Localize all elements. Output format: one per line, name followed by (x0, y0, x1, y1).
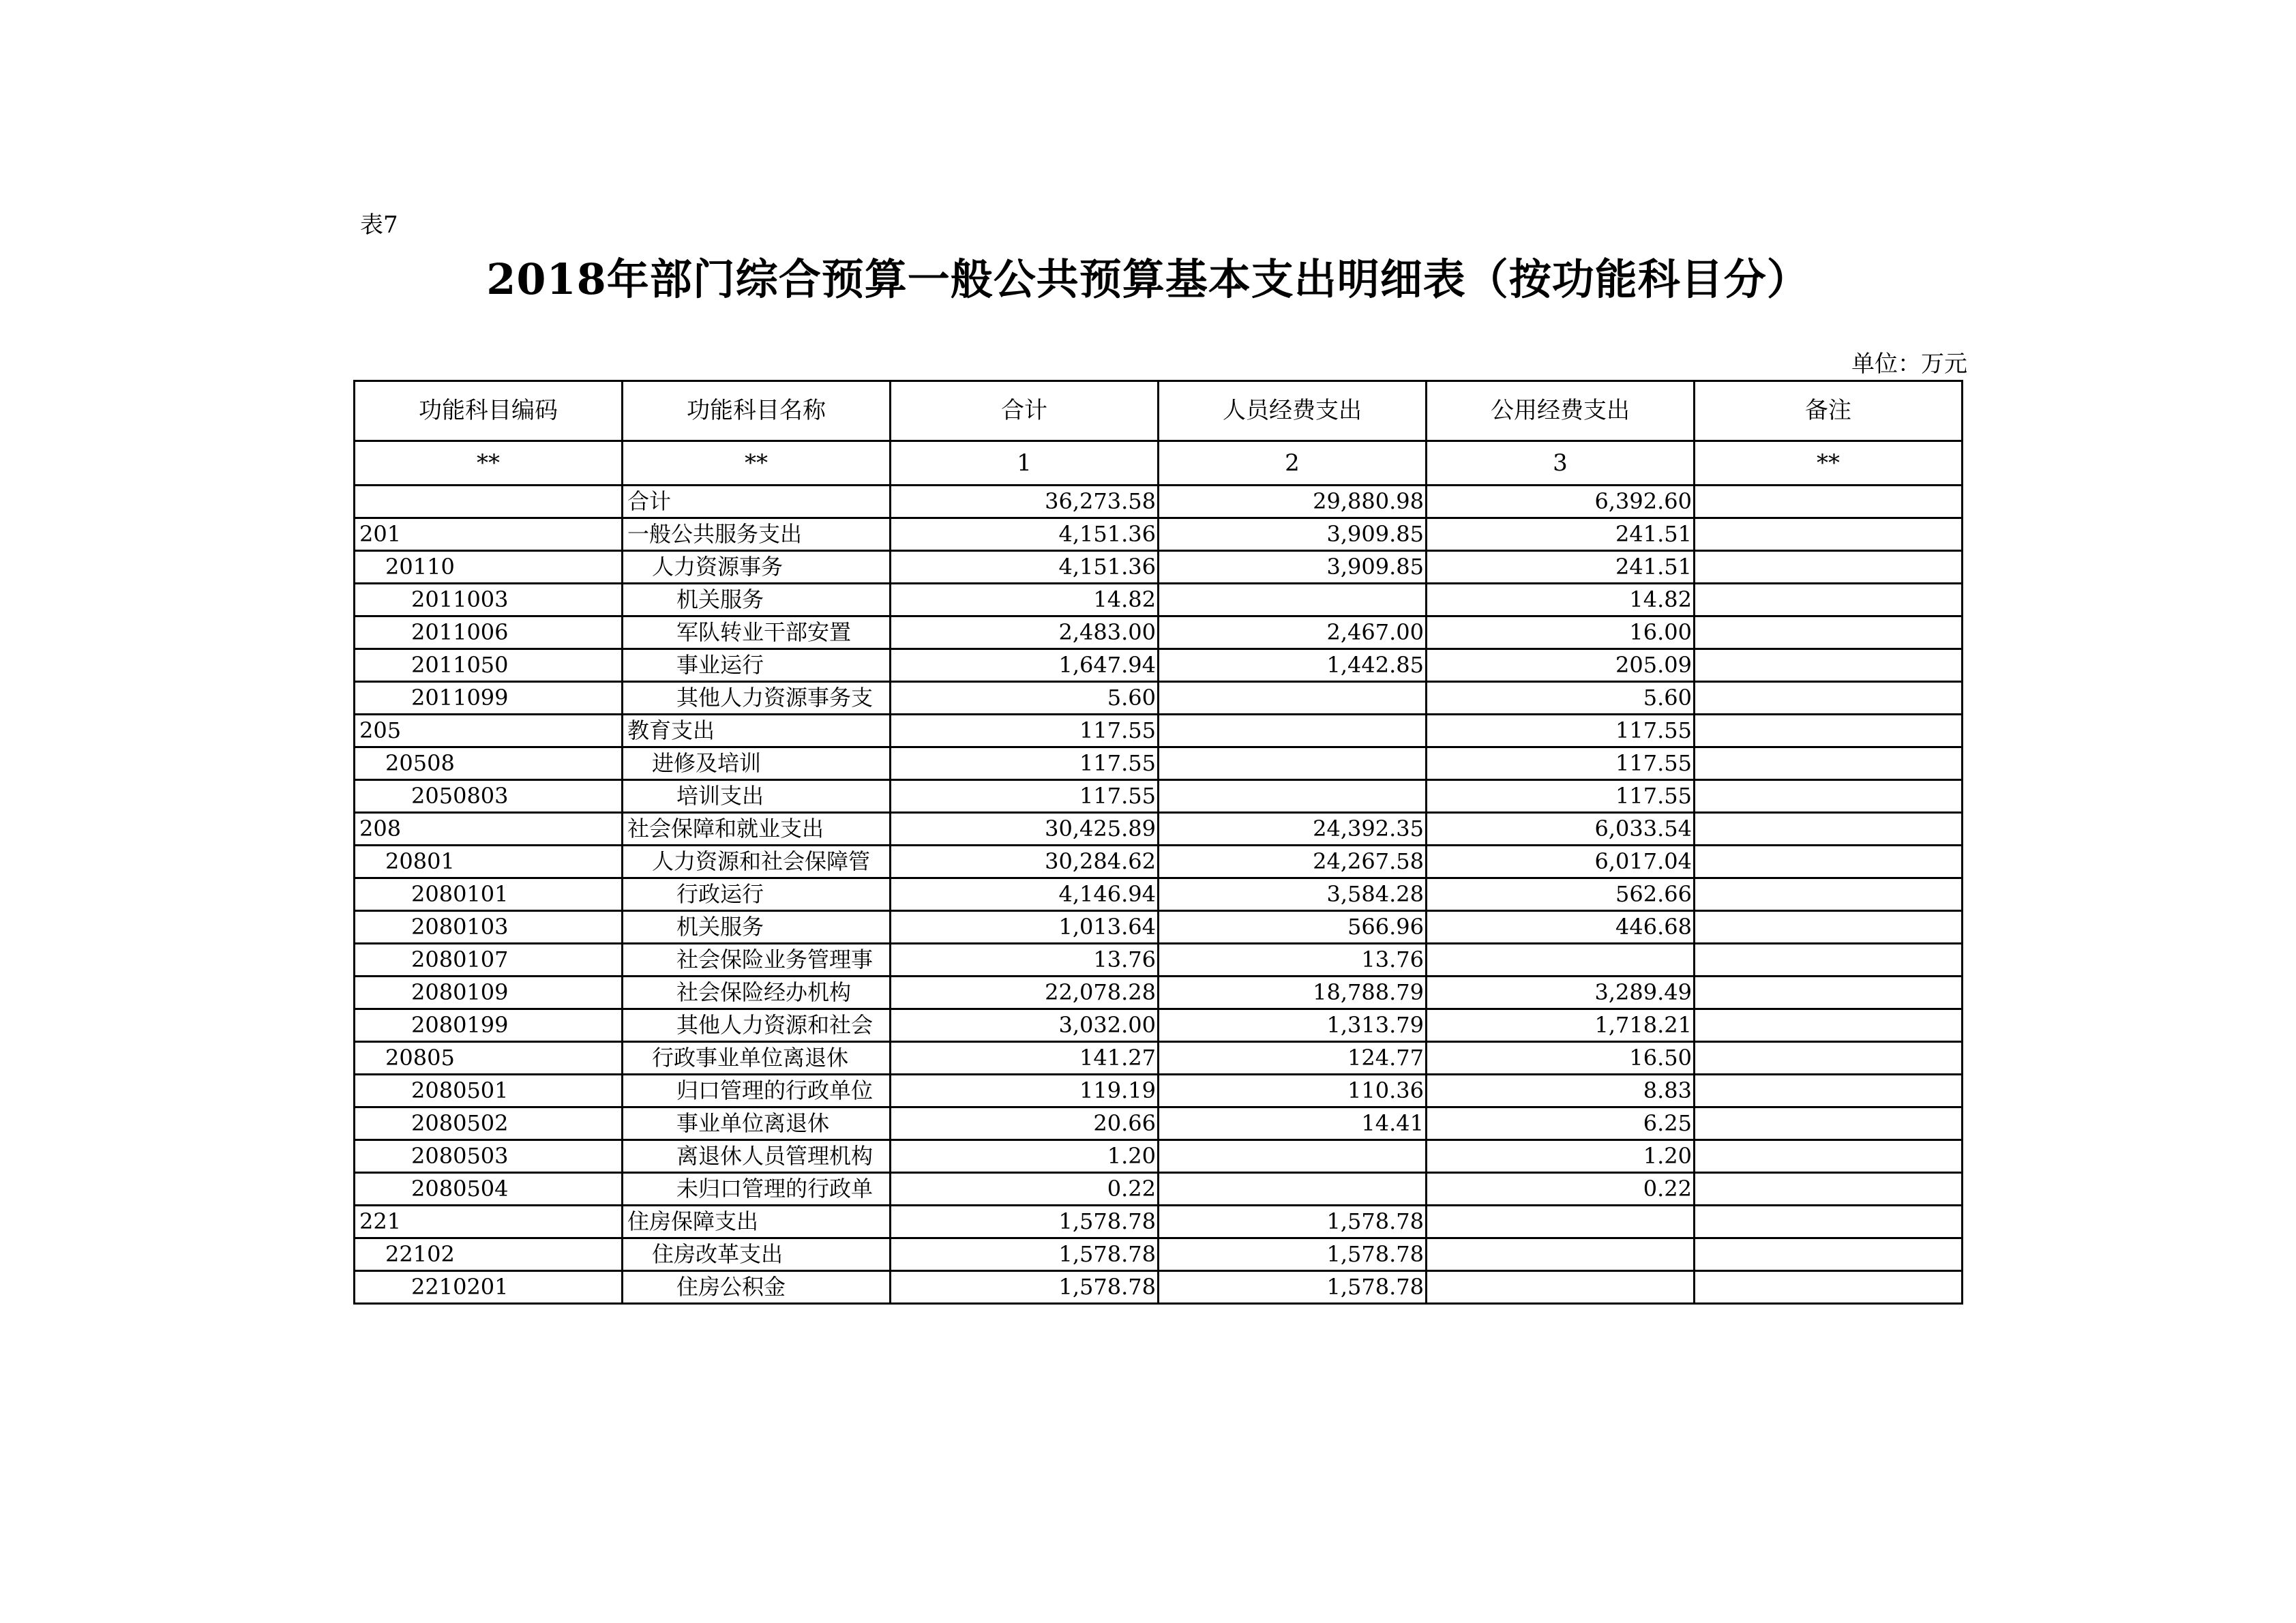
column-index-row (355, 441, 1963, 486)
cell-personnel: 24,392.35 (1159, 813, 1427, 846)
cell-total: 13.76 (891, 944, 1159, 977)
cell-total: 0.22 (891, 1173, 1159, 1206)
cell-note (1695, 813, 1963, 846)
cell-name: 社会保险经办机构 (623, 977, 891, 1009)
cell-total: 1.20 (891, 1140, 1159, 1173)
cell-note (1695, 878, 1963, 911)
cell-public (1427, 944, 1695, 977)
cell-personnel: 1,442.85 (1159, 649, 1427, 682)
cell-code: 208 (355, 813, 623, 846)
table-row (355, 682, 1963, 715)
cell-public: 205.09 (1427, 649, 1695, 682)
cell-name: 事业运行 (623, 649, 891, 682)
table-row (355, 1206, 1963, 1238)
cell-note (1695, 780, 1963, 813)
cell-total: 117.55 (891, 747, 1159, 780)
cell-name: 培训支出 (623, 780, 891, 813)
cell-note (1695, 944, 1963, 977)
cell-personnel (1159, 1173, 1427, 1206)
cell-code: 20805 (355, 1042, 623, 1075)
cell-note (1695, 977, 1963, 1009)
cell-personnel (1159, 715, 1427, 747)
cell-code: 2080502 (355, 1107, 623, 1140)
table-row (355, 584, 1963, 616)
cell-name: 行政事业单位离退休 (623, 1042, 891, 1075)
cell-personnel: 566.96 (1159, 911, 1427, 944)
cell-total: 30,425.89 (891, 813, 1159, 846)
table-number-label: 表7 (360, 211, 398, 239)
cell-total: 30,284.62 (891, 846, 1159, 878)
table-row (355, 911, 1963, 944)
cell-code: 221 (355, 1206, 623, 1238)
cell-code: 20110 (355, 551, 623, 584)
cell-public: 5.60 (1427, 682, 1695, 715)
cell-public (1427, 1206, 1695, 1238)
cell-total: 141.27 (891, 1042, 1159, 1075)
table-row (355, 1075, 1963, 1107)
cell-public: 241.51 (1427, 551, 1695, 584)
cell-name: 一般公共服务支出 (623, 518, 891, 551)
table-row (355, 486, 1963, 518)
cell-note (1695, 747, 1963, 780)
cell-name: 机关服务 (623, 584, 891, 616)
column-index-name: ** (623, 441, 891, 486)
cell-name: 社会保障和就业支出 (623, 813, 891, 846)
cell-public: 1.20 (1427, 1140, 1695, 1173)
table-row (355, 1140, 1963, 1173)
cell-code: 20508 (355, 747, 623, 780)
cell-total: 117.55 (891, 780, 1159, 813)
cell-name: 其他人力资源事务支 (623, 682, 891, 715)
table-row (355, 1107, 1963, 1140)
cell-code: 2210201 (355, 1271, 623, 1304)
cell-name: 教育支出 (623, 715, 891, 747)
cell-name: 归口管理的行政单位 (623, 1075, 891, 1107)
cell-public: 14.82 (1427, 584, 1695, 616)
cell-total: 119.19 (891, 1075, 1159, 1107)
cell-public: 1,718.21 (1427, 1009, 1695, 1042)
cell-total: 1,578.78 (891, 1271, 1159, 1304)
column-header-total: 合计 (891, 381, 1159, 441)
column-index-public: 3 (1427, 441, 1695, 486)
cell-public: 0.22 (1427, 1173, 1695, 1206)
cell-total: 1,578.78 (891, 1206, 1159, 1238)
cell-code: 2080103 (355, 911, 623, 944)
cell-public: 6,033.54 (1427, 813, 1695, 846)
column-index-note: ** (1695, 441, 1963, 486)
cell-personnel: 2,467.00 (1159, 616, 1427, 649)
table-row (355, 1173, 1963, 1206)
cell-code: 22102 (355, 1238, 623, 1271)
cell-code: 2080504 (355, 1173, 623, 1206)
cell-note (1695, 1075, 1963, 1107)
table-row (355, 551, 1963, 584)
cell-code: 2080199 (355, 1009, 623, 1042)
column-header-personnel: 人员经费支出 (1159, 381, 1427, 441)
cell-public: 8.83 (1427, 1075, 1695, 1107)
cell-note (1695, 649, 1963, 682)
cell-public: 241.51 (1427, 518, 1695, 551)
cell-note (1695, 1140, 1963, 1173)
cell-name: 住房保障支出 (623, 1206, 891, 1238)
cell-total: 3,032.00 (891, 1009, 1159, 1042)
table-row (355, 878, 1963, 911)
cell-total: 5.60 (891, 682, 1159, 715)
cell-total: 4,151.36 (891, 551, 1159, 584)
cell-personnel: 3,909.85 (1159, 551, 1427, 584)
cell-personnel (1159, 682, 1427, 715)
table-row (355, 846, 1963, 878)
cell-personnel: 1,578.78 (1159, 1271, 1427, 1304)
cell-note (1695, 1173, 1963, 1206)
table-row (355, 944, 1963, 977)
cell-name: 事业单位离退休 (623, 1107, 891, 1140)
cell-name: 住房公积金 (623, 1271, 891, 1304)
table-row (355, 977, 1963, 1009)
cell-public: 117.55 (1427, 780, 1695, 813)
cell-total: 1,647.94 (891, 649, 1159, 682)
cell-code: 2080107 (355, 944, 623, 977)
table-header-row (355, 381, 1963, 441)
cell-code: 2080101 (355, 878, 623, 911)
cell-note (1695, 846, 1963, 878)
table-row (355, 1271, 1963, 1304)
budget-table (353, 380, 1963, 1305)
column-header-name: 功能科目名称 (623, 381, 891, 441)
cell-code: 2011050 (355, 649, 623, 682)
cell-public (1427, 1238, 1695, 1271)
cell-public: 562.66 (1427, 878, 1695, 911)
cell-note (1695, 616, 1963, 649)
table-row (355, 1042, 1963, 1075)
cell-personnel: 3,909.85 (1159, 518, 1427, 551)
cell-personnel: 13.76 (1159, 944, 1427, 977)
cell-public: 446.68 (1427, 911, 1695, 944)
unit-label: 单位：万元 (1851, 351, 1967, 378)
table-row (355, 747, 1963, 780)
cell-name: 人力资源和社会保障管 (623, 846, 891, 878)
cell-personnel: 3,584.28 (1159, 878, 1427, 911)
cell-total: 14.82 (891, 584, 1159, 616)
cell-name: 离退休人员管理机构 (623, 1140, 891, 1173)
table-row (355, 780, 1963, 813)
cell-code: 2011003 (355, 584, 623, 616)
cell-code: 2080503 (355, 1140, 623, 1173)
cell-personnel (1159, 584, 1427, 616)
cell-personnel: 29,880.98 (1159, 486, 1427, 518)
cell-name: 住房改革支出 (623, 1238, 891, 1271)
table-row (355, 813, 1963, 846)
cell-note (1695, 518, 1963, 551)
cell-name: 合计 (623, 486, 891, 518)
table-row (355, 1009, 1963, 1042)
cell-total: 20.66 (891, 1107, 1159, 1140)
cell-personnel (1159, 747, 1427, 780)
cell-public: 117.55 (1427, 747, 1695, 780)
cell-code: 205 (355, 715, 623, 747)
cell-total: 1,013.64 (891, 911, 1159, 944)
cell-note (1695, 1206, 1963, 1238)
cell-total: 2,483.00 (891, 616, 1159, 649)
cell-public: 117.55 (1427, 715, 1695, 747)
cell-name: 军队转业干部安置 (623, 616, 891, 649)
cell-code: 20801 (355, 846, 623, 878)
column-header-note: 备注 (1695, 381, 1963, 441)
cell-name: 行政运行 (623, 878, 891, 911)
cell-personnel: 1,578.78 (1159, 1238, 1427, 1271)
cell-personnel (1159, 780, 1427, 813)
cell-code: 2050803 (355, 780, 623, 813)
cell-note (1695, 584, 1963, 616)
document-title: 2018年部门综合预算一般公共预算基本支出明细表（按功能科目分） (486, 254, 1810, 304)
cell-public: 16.00 (1427, 616, 1695, 649)
cell-name: 其他人力资源和社会 (623, 1009, 891, 1042)
table-row (355, 649, 1963, 682)
column-index-personnel: 2 (1159, 441, 1427, 486)
cell-total: 4,146.94 (891, 878, 1159, 911)
table-row (355, 518, 1963, 551)
cell-note (1695, 1009, 1963, 1042)
cell-note (1695, 1042, 1963, 1075)
cell-name: 社会保险业务管理事 (623, 944, 891, 977)
cell-code: 201 (355, 518, 623, 551)
cell-public: 6,017.04 (1427, 846, 1695, 878)
cell-public (1427, 1271, 1695, 1304)
table-row (355, 616, 1963, 649)
cell-note (1695, 682, 1963, 715)
cell-note (1695, 1238, 1963, 1271)
cell-note (1695, 1107, 1963, 1140)
cell-name: 进修及培训 (623, 747, 891, 780)
cell-total: 22,078.28 (891, 977, 1159, 1009)
cell-total: 1,578.78 (891, 1238, 1159, 1271)
cell-name: 未归口管理的行政单 (623, 1173, 891, 1206)
cell-code: 2011099 (355, 682, 623, 715)
cell-personnel: 1,313.79 (1159, 1009, 1427, 1042)
table-row (355, 1238, 1963, 1271)
table-row (355, 715, 1963, 747)
cell-code: 2011006 (355, 616, 623, 649)
cell-personnel (1159, 1140, 1427, 1173)
cell-name: 机关服务 (623, 911, 891, 944)
cell-note (1695, 715, 1963, 747)
cell-personnel: 24,267.58 (1159, 846, 1427, 878)
column-index-code: ** (355, 441, 623, 486)
cell-personnel: 14.41 (1159, 1107, 1427, 1140)
cell-public: 6,392.60 (1427, 486, 1695, 518)
cell-note (1695, 486, 1963, 518)
cell-code (355, 486, 623, 518)
cell-note (1695, 911, 1963, 944)
cell-code: 2080109 (355, 977, 623, 1009)
cell-personnel: 1,578.78 (1159, 1206, 1427, 1238)
cell-personnel: 124.77 (1159, 1042, 1427, 1075)
cell-note (1695, 551, 1963, 584)
cell-code: 2080501 (355, 1075, 623, 1107)
cell-personnel: 18,788.79 (1159, 977, 1427, 1009)
column-index-total: 1 (891, 441, 1159, 486)
column-header-code: 功能科目编码 (355, 381, 623, 441)
cell-public: 16.50 (1427, 1042, 1695, 1075)
cell-total: 117.55 (891, 715, 1159, 747)
cell-personnel: 110.36 (1159, 1075, 1427, 1107)
cell-note (1695, 1271, 1963, 1304)
cell-public: 6.25 (1427, 1107, 1695, 1140)
cell-total: 36,273.58 (891, 486, 1159, 518)
column-header-public: 公用经费支出 (1427, 381, 1695, 441)
cell-total: 4,151.36 (891, 518, 1159, 551)
cell-public: 3,289.49 (1427, 977, 1695, 1009)
cell-name: 人力资源事务 (623, 551, 891, 584)
